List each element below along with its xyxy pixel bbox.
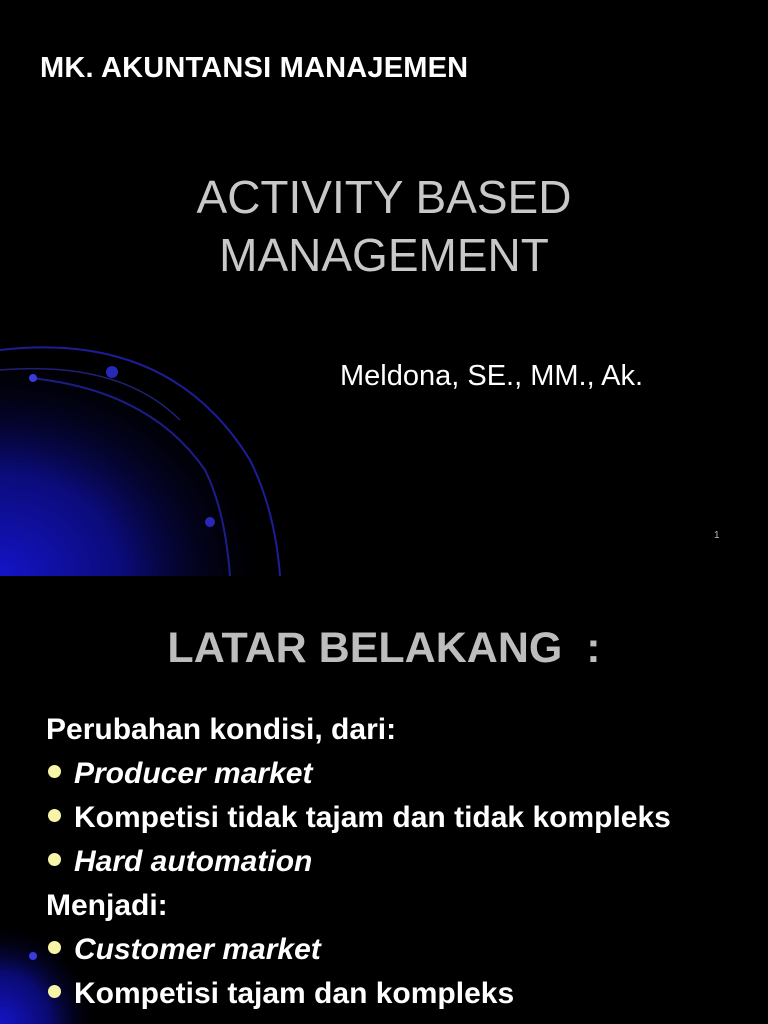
bullet-dot-icon [48,941,61,954]
intro-from: Perubahan kondisi, dari: [46,713,397,746]
bullet-dot-icon [48,985,61,998]
list-item: Kompetisi tajam dan kompleks [46,976,746,1012]
list-item: Producer market [46,756,746,792]
slide-2 [0,576,768,1024]
bullet-dot-icon [48,765,61,778]
list-item: Customer market [46,932,746,968]
intro-to: Menjadi: [46,889,168,922]
bullet-dot-icon [48,809,61,822]
list-item: Kompetisi tidak tajam dan tidak kompleks [46,800,746,836]
slide-body [46,712,746,1020]
bullet-dot-icon [48,853,61,866]
title-line-2: MANAGEMENT [219,229,549,281]
author-name: Meldona, SE., MM., Ak. [340,360,643,392]
presentation-title [0,168,768,284]
page-number: 1 [714,530,720,541]
section-heading: LATAR BELAKANG : [167,624,601,672]
title-line-1: ACTIVITY BASED [196,171,572,223]
course-title: MK. AKUNTANSI MANAJEMEN [40,52,469,84]
list-item: Hard automation [46,844,746,880]
